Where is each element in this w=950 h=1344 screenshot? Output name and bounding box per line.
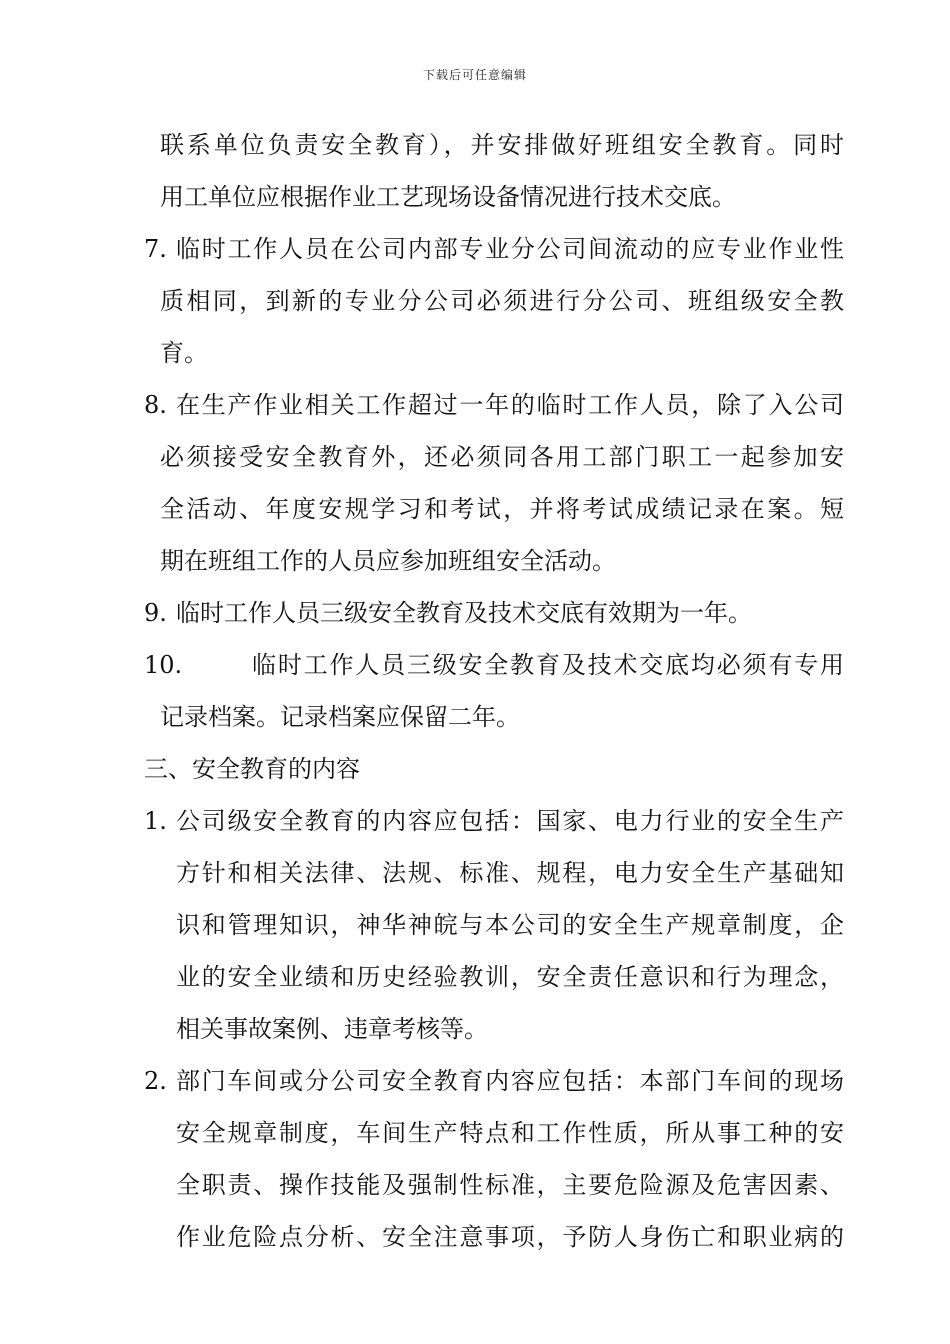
text-line: 作业危险点分析、安全注意事项，予防人身伤亡和职业病的 [176,1223,844,1251]
section-heading: 三、安全教育的内容 [144,755,360,783]
text-line: 方针和相关法律、法规、标准、规程，电力安全生产基础知 [176,859,844,887]
text-line: 记录档案。记录档案应保留二年。 [160,703,520,731]
item-number: 10. [144,651,183,679]
item-number: 1. [144,807,167,835]
item-number: 8. [144,391,167,419]
text-line: 业的安全业绩和历史经验教训，安全责任意识和行为理念， [176,963,844,991]
text-line: 全活动、年度安规学习和考试，并将考试成绩记录在案。短 [160,495,844,523]
text-line: 识和管理知识，神华神皖与本公司的安全生产规章制度，企 [176,911,844,939]
text-line: 临时工作人员三级安全教育及技术交底有效期为一年。 [176,599,752,627]
text-line: 用工单位应根据作业工艺现场设备情况进行技术交底。 [160,183,736,211]
page-header-note: 下载后可任意编辑 [422,68,527,82]
text-line: 联系单位负责安全教育），并安排做好班组安全教育。同时 [160,131,844,159]
text-line: 临时工作人员在公司内部专业分公司间流动的应专业作业性 [176,235,844,263]
text-line: 安全规章制度，车间生产特点和工作性质，所从事工种的安 [176,1119,844,1147]
text-line: 公司级安全教育的内容应包括：国家、电力行业的安全生产 [176,807,844,835]
text-line: 相关事故案例、违章考核等。 [176,1015,488,1043]
text-line: 临时工作人员三级安全教育及技术交底均必须有专用 [252,651,844,679]
item-number: 2. [144,1067,167,1095]
text-line: 育。 [160,339,208,367]
text-line: 全职责、操作技能及强制性标准，主要危险源及危害因素、 [176,1171,844,1199]
item-number: 9. [144,599,167,627]
text-line: 部门车间或分公司安全教育内容应包括：本部门车间的现场 [176,1067,844,1095]
text-line: 在生产作业相关工作超过一年的临时工作人员，除了入公司 [176,391,844,419]
text-line: 期在班组工作的人员应参加班组安全活动。 [160,547,616,575]
text-line: 质相同，到新的专业分公司必须进行分公司、班组级安全教 [160,287,844,315]
text-line: 必须接受安全教育外，还必须同各用工部门职工一起参加安 [160,443,844,471]
item-number: 7. [144,235,167,263]
